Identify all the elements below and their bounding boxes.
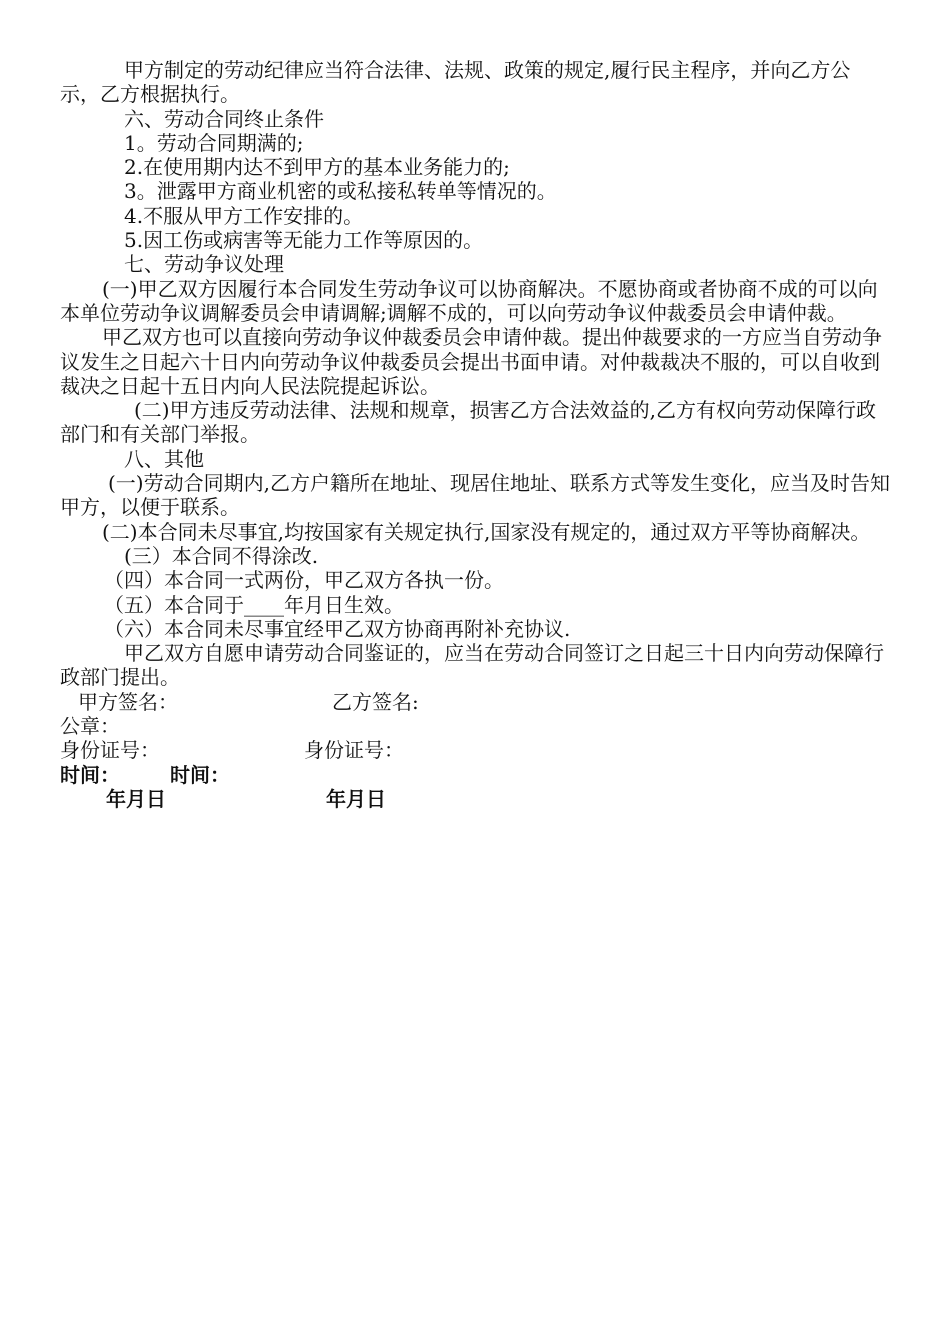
- party-b-time-label: 时间：: [170, 762, 230, 787]
- seal-row: [60, 714, 890, 738]
- contract-paragraph: （五）本合同于____年月日生效。: [104, 592, 404, 617]
- seal-label: 公章：: [60, 714, 120, 739]
- time-row: [60, 763, 890, 787]
- contract-paragraph: （六）本合同未尽事宜经甲乙双方协商再附补充协议.: [104, 616, 571, 641]
- contract-paragraph: （四）本合同一式两份，甲乙双方各执一份。: [104, 568, 504, 593]
- contract-body: [60, 58, 890, 690]
- party-a-date: 年月日: [106, 786, 166, 811]
- party-b-id-label: 身份证号：: [304, 738, 404, 763]
- date-row: [60, 787, 890, 811]
- contract-paragraph: 4.不服从甲方工作安排的。: [124, 203, 364, 228]
- contract-paragraph: (一)劳动合同期内,乙方户籍所在地址、现居住地址、联系方式等发生变化，应当及时告知甲方，以便于联系。: [60, 471, 890, 520]
- contract-paragraph: (一)甲乙双方因履行本合同发生劳动争议可以协商解决。不愿协商或者协商不成的可以向本单位劳动争议调解委员会申请调解;调解不成的，可以向劳动争议仲裁委员会申请仲裁。: [60, 276, 878, 325]
- party-a-signature-label: 甲方签名：: [78, 689, 178, 714]
- contract-paragraph: 甲乙双方自愿申请劳动合同鉴证的，应当在劳动合同签订之日起三十日内向劳动保障行政部门提出。: [60, 641, 884, 690]
- contract-paragraph: 2.在使用期内达不到甲方的基本业务能力的;: [124, 155, 510, 180]
- id-row: [60, 738, 890, 762]
- signature-row: [60, 690, 890, 714]
- contract-paragraph: 甲乙双方也可以直接向劳动争议仲裁委员会申请仲裁。提出仲裁要求的一方应当自劳动争议发生之日起六十日内向劳动争议仲裁委员会提出书面申请。对仲裁裁决不服的，可以自收到裁决之日起十五日内向人民法院提起诉讼。: [60, 325, 882, 398]
- contract-paragraph: (三）本合同不得涂改.: [124, 543, 319, 568]
- contract-paragraph: 1。劳动合同期满的;: [124, 130, 304, 155]
- contract-paragraph: (二)甲方违反劳动法律、法规和规章，损害乙方合法效益的,乙方有权向劳动保障行政部门和有关部门举报。: [60, 398, 876, 447]
- contract-paragraph: 5.因工伤或病害等无能力工作等原因的。: [124, 228, 484, 253]
- party-a-id-label: 身份证号：: [60, 738, 160, 763]
- party-b-date: 年月日: [326, 786, 386, 811]
- contract-paragraph: 3。泄露甲方商业机密的或私接私转单等情况的。: [124, 179, 557, 204]
- contract-page: [60, 58, 890, 811]
- contract-paragraph: 六、劳动合同终止条件: [124, 106, 324, 131]
- contract-paragraph: 八、其他: [124, 446, 204, 471]
- contract-paragraph: 七、劳动争议处理: [124, 252, 284, 277]
- contract-paragraph: (二)本合同未尽事宜,均按国家有关规定执行,国家没有规定的，通过双方平等协商解决。: [102, 519, 871, 544]
- party-b-signature-label: 乙方签名:: [332, 689, 419, 714]
- party-a-time-label: 时间：: [60, 762, 120, 787]
- contract-paragraph: 甲方制定的劳动纪律应当符合法律、法规、政策的规定,履行民主程序，并向乙方公示，乙方根据执行。: [60, 58, 851, 107]
